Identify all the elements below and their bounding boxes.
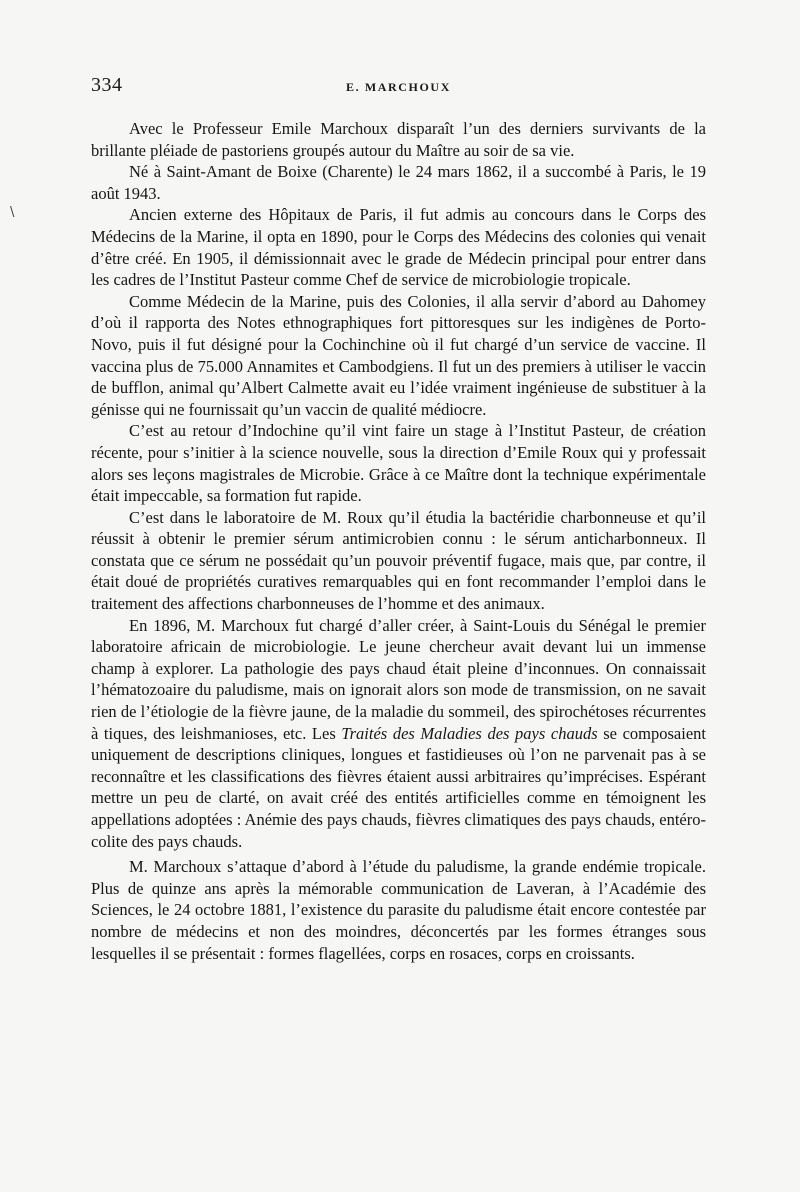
margin-mark: \	[10, 205, 15, 220]
book-title-italic: Traités des Maladies des pays chauds	[341, 723, 598, 743]
paragraph: Ancien externe des Hôpitaux de Paris, il fut admis au concours dans le Corps des Médecins de la Marine, il opta en 1890, pour le Corps des Médecins des colonies qui venait d’être créé. En 1905, il démissionnait avec le grade de Médecin principal pour entrer dans les cadres de l’Institut Pasteur comme Chef de service de microbiologie tropicale.	[91, 205, 706, 290]
paragraph: M. Marchoux s’attaque d’abord à l’étude du paludisme, la grande endémie tropicale. Plus de quinze ans après la mémorable communication de Laveran, à l’Académie des Sciences, le 24 octobre 1881, l’existence du parasite du paludisme était encore contestée par nombre de médecins et non des moindres, déconcertés par les formes étranges sous lesquelles il se présentait : formes flagellées, corps en rosaces, corps en croissants.	[91, 857, 706, 963]
running-head: E. MARCHOUX	[346, 80, 451, 94]
page-header	[91, 74, 706, 104]
paragraph-text: se composaient uniquement de descriptions cliniques, longues et fastidieuses où l’on ne parvenait pas à se reconnaître et les classifications des fièvres étaient aussi arbitraires qu’imprécises. Espérant mettre un peu de clarté, on avait créé des entités artificielles comme en témoignent les appellations adoptées : Anémie des pays chauds, fièvres climatiques des pays chauds, entéro-colite des pays chauds.	[91, 723, 706, 851]
page-number: 334	[91, 74, 123, 96]
paragraph: Avec le Professeur Emile Marchoux disparaît l’un des derniers survivants de la brillante pléiade de pastoriens groupés autour du Maître au soir de sa vie.	[91, 119, 706, 160]
paragraph-text: En 1896, M. Marchoux fut chargé d’aller créer, à Saint-Louis du Sénégal le premier laboratoire africain de microbiologie. Le jeune chercheur avait devant lui un immense champ à explorer. La pathologie des pays chaud était pleine d’inconnues. On connaissait l’hématozoaire du paludisme, mais on ignorait alors son mode de transmission, on ne savait rien de l’étiologie de la fièvre jaune, de la maladie du sommeil, des spirochétoses récurrentes à tiques, des leishmanioses, etc. Les	[91, 615, 706, 743]
paragraph-with-italic	[91, 615, 706, 853]
paragraph: Comme Médecin de la Marine, puis des Colonies, il alla servir d’abord au Dahomey d’où il rapporta des Notes ethnographiques fort pittoresques sur les indigènes de Porto-Novo, puis il fut désigné pour la Cochinchine où il fut chargé d’un service de vaccine. Il vaccina plus de 75.000 Annamites et Cambodgiens. Il fut un des premiers à utiliser le vaccin de bufflon, animal qu’Albert Calmette avait eu l’idée vraiment ingénieuse de substituer à la génisse qui ne fournissait qu’un vaccin de qualité médiocre.	[91, 291, 706, 419]
paragraph: Né à Saint-Amant de Boixe (Charente) le 24 mars 1862, il a succombé à Paris, le 19 août 1943.	[91, 162, 706, 203]
article-body	[91, 118, 706, 964]
paragraph: C’est dans le laboratoire de M. Roux qu’il étudia la bactéridie charbonneuse et qu’il réussit à obtenir le premier sérum antimicrobien connu : le sérum anticharbonneux. Il constata que ce sérum ne possédait qu’un pouvoir préventif fugace, mais que, par contre, il était doué de propriétés curatives remarquables qui en font recommander l’emploi dans le traitement des affections charbonneuses de l’homme et des animaux.	[91, 507, 706, 614]
paragraph: C’est au retour d’Indochine qu’il vint faire un stage à l’Institut Pasteur, de création récente, pour s’initier à la science nouvelle, sous la direction d’Emile Roux qui y professait alors ses leçons magistrales de Microbie. Grâce à ce Maître dont la technique expérimentale était impeccable, sa formation fut rapide.	[91, 421, 706, 506]
